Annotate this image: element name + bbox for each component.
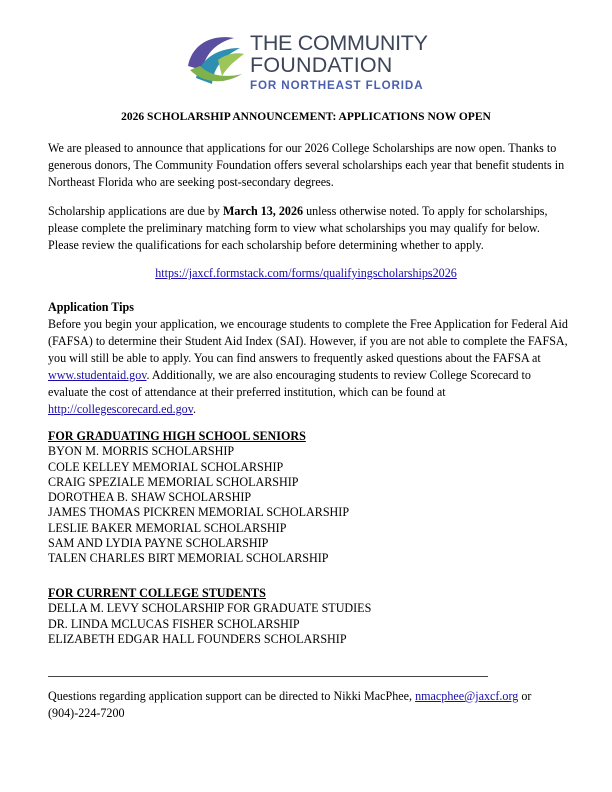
deadline-paragraph <box>48 203 568 254</box>
list-item: DR. LINDA MCLUCAS FISHER SCHOLARSHIP <box>48 616 300 631</box>
deadline-text-after: unless otherwise noted. To apply for scholarships, please complete the preliminary matching form to view what scholarships you may qualify for below. Please review the qualifications for each scholarship before determining whether to apply. <box>48 204 548 252</box>
form-link-row <box>0 266 612 281</box>
tips-heading: Application Tips <box>48 300 134 314</box>
foundation-logo <box>182 26 432 96</box>
contact-footer <box>48 688 568 722</box>
list-item: SAM AND LYDIA PAYNE SCHOLARSHIP <box>48 536 269 551</box>
divider <box>48 676 488 677</box>
tips-text-2: . Additionally, we are also encouraging students to review College Scorecard to evaluate the cost of attendance at their preferred institution, which can be found at <box>48 368 531 399</box>
contact-email-link[interactable]: nmacphee@jaxcf.org <box>415 689 519 703</box>
tips-text-3: . <box>192 402 196 416</box>
college-scholarships <box>48 586 568 647</box>
logo-line-3: FOR NORTHEAST FLORIDA <box>250 79 424 92</box>
deadline-date: March 13, 2026 <box>222 204 304 218</box>
page-title: 2026 SCHOLARSHIP ANNOUNCEMENT: APPLICATIONS NOW OPEN <box>121 111 491 123</box>
deadline-text-before: Scholarship applications are due by <box>48 204 223 218</box>
list-item: TALEN CHARLES BIRT MEMORIAL SCHOLARSHIP <box>48 551 329 566</box>
footer-text: Questions regarding application support can be directed to Nikki MacPhee, <box>48 689 416 703</box>
matching-form-link[interactable]: https://jaxcf.formstack.com/forms/qualifyingscholarships2026 <box>155 266 457 280</box>
logo-wordmark <box>250 32 428 92</box>
collegescorecard-link[interactable]: http://collegescorecard.ed.gov <box>48 402 193 416</box>
logo-line-2: FOUNDATION <box>250 53 393 77</box>
intro-paragraph: We are pleased to announce that applications for our 2026 College Scholarships are now open. Thanks to generous donors, The Community Foundation offers several scholarships each year that benefit students in Northeast Florida who are seeking post-secondary degrees. <box>48 141 565 189</box>
list-item: ELIZABETH EDGAR HALL FOUNDERS SCHOLARSHIP <box>48 631 347 646</box>
list-item: CRAIG SPEZIALE MEMORIAL SCHOLARSHIP <box>48 474 299 489</box>
list-item: DOROTHEA B. SHAW SCHOLARSHIP <box>48 490 252 505</box>
high-school-scholarships <box>48 429 568 567</box>
list-item: JAMES THOMAS PICKREN MEMORIAL SCHOLARSHIP <box>48 505 350 520</box>
foundation-logo-icon <box>182 26 248 92</box>
list-item: LESLIE BAKER MEMORIAL SCHOLARSHIP <box>48 520 287 535</box>
list-item: COLE KELLEY MEMORIAL SCHOLARSHIP <box>48 459 284 474</box>
tips-paragraph <box>48 316 568 418</box>
list-item: DELLA M. LEVY SCHOLARSHIP FOR GRADUATE STUDIES <box>48 601 372 616</box>
application-tips <box>48 299 568 418</box>
logo-line-1: THE COMMUNITY <box>250 31 428 55</box>
studentaid-link[interactable]: www.studentaid.gov <box>48 368 147 382</box>
list-item: BYON M. MORRIS SCHOLARSHIP <box>48 444 235 459</box>
college-heading: FOR CURRENT COLLEGE STUDENTS <box>48 586 266 600</box>
footer-phone-text: or (904)-224-7200 <box>48 689 532 720</box>
tips-text-1: Before you begin your application, we encourage students to complete the Free Application for Federal Aid (FAFSA) to determine their Student Aid Index (SAI). However, if you are not able to complete the FAFSA, you will still be able to apply. You can find answers to frequently asked questions about the FAFSA at <box>48 317 568 365</box>
high-school-heading: FOR GRADUATING HIGH SCHOOL SENIORS <box>48 429 306 443</box>
